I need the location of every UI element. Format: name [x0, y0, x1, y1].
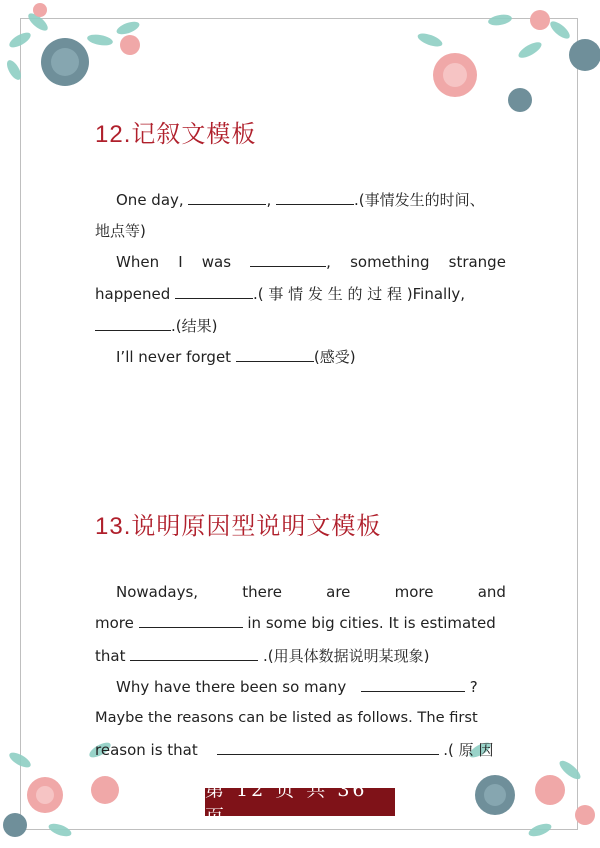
section-heading-12 [95, 114, 256, 149]
text-span: are [326, 583, 351, 601]
text-span: 地点等) [95, 222, 146, 240]
text-span: Why have there been so many [116, 678, 351, 696]
fill-in-blank [188, 190, 266, 205]
text-span: .(结果) [171, 317, 218, 335]
fill-in-blank [361, 677, 465, 692]
text-span: (感受) [313, 348, 356, 366]
fill-in-blank [95, 316, 171, 331]
text-span: more [394, 583, 434, 601]
text-span: Maybe the reasons can be listed as follows. The first [95, 709, 478, 726]
text-span: I’ll never forget [116, 348, 236, 366]
fill-in-blank [276, 190, 354, 205]
fill-in-blank [130, 646, 258, 661]
text-line [95, 252, 506, 272]
text-line [95, 677, 506, 697]
text-span: , [326, 253, 331, 271]
text-span: strange [448, 253, 506, 271]
section-title: 记叙文模板 [131, 120, 257, 148]
text-span: ? [464, 678, 478, 696]
fill-in-blank [175, 284, 253, 299]
text-line [95, 284, 506, 304]
fill-in-blank [139, 613, 243, 628]
text-span: happened [95, 285, 175, 303]
text-span: When [116, 253, 160, 271]
fill-in-blank [236, 347, 314, 362]
text-span: something [350, 253, 430, 271]
text-span: reason is that [95, 741, 203, 759]
text-span: was [201, 253, 232, 271]
text-line [95, 221, 506, 241]
text-line [95, 740, 506, 760]
text-span: .( 原 因 [438, 741, 494, 759]
text-line [95, 347, 506, 367]
section-number: 12. [95, 121, 132, 148]
floral-decoration-top-right [400, 0, 600, 120]
text-line [95, 582, 506, 602]
text-line [95, 646, 506, 666]
section-title: 说明原因型说明文模板 [131, 512, 382, 540]
text-span: I [178, 253, 183, 271]
text-span: .(事情发生的时间、 [353, 191, 485, 209]
text-line [95, 316, 506, 336]
text-span: .( 事 情 发 生 的 过 程 )Finally, [253, 285, 466, 303]
section-heading-13 [95, 506, 381, 541]
text-span: there [242, 583, 282, 601]
text-span: more [95, 614, 139, 632]
text-line [95, 708, 506, 728]
text-line [95, 190, 506, 210]
fill-in-blank [217, 740, 439, 755]
page-number-label: 第 12 页 共 36 页 [205, 779, 368, 828]
text-span: One day, [116, 191, 189, 209]
section-number: 13. [95, 513, 132, 540]
floral-decoration-top-left [0, 0, 160, 110]
text-span: , [266, 191, 276, 209]
text-span: .(用具体数据说明某现象) [258, 647, 430, 665]
text-line [95, 613, 506, 633]
fill-in-blank [250, 252, 326, 267]
text-span: that [95, 647, 131, 665]
text-span: in some big cities. It is estimated [242, 614, 496, 632]
text-span: Nowadays, [116, 583, 199, 601]
text-span: and [477, 583, 506, 601]
page-number-footer [205, 779, 395, 828]
